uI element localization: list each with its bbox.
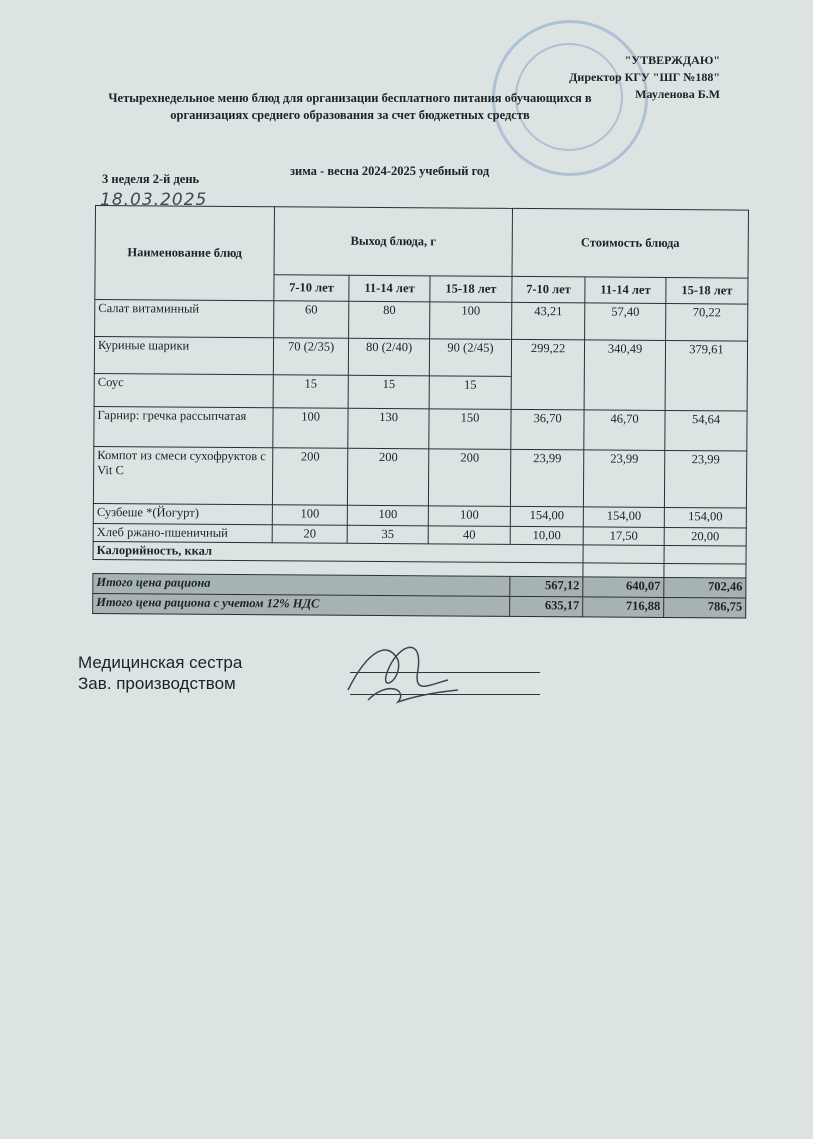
yield-cell: 15 bbox=[429, 376, 511, 410]
yield-cell: 200 bbox=[428, 449, 510, 507]
cost-cell: 46,70 bbox=[584, 410, 665, 451]
nurse-label: Медицинская сестра bbox=[78, 653, 243, 672]
age-header: 7-10 лет bbox=[274, 275, 349, 302]
yield-cell: 200 bbox=[272, 448, 348, 506]
yield-cell: 70 (2/35) bbox=[273, 338, 348, 376]
approval-position: Директор КГУ "ШГ №188" bbox=[569, 70, 720, 84]
dish-name: Компот из смеси сухофруктов с Vit C bbox=[93, 446, 272, 504]
total-cell: 567,12 bbox=[510, 576, 583, 597]
yield-cell: 100 bbox=[430, 302, 512, 340]
age-header: 15-18 лет bbox=[430, 276, 512, 303]
yield-cell: 100 bbox=[272, 505, 347, 526]
approval-name: Мауленова Б.М bbox=[635, 87, 720, 101]
signatures bbox=[78, 652, 242, 694]
cost-cell: 154,00 bbox=[664, 507, 746, 528]
dish-name: Соус bbox=[94, 373, 273, 407]
yield-cell: 90 (2/45) bbox=[429, 339, 511, 377]
handwritten-signature bbox=[328, 640, 468, 710]
cost-cell: 379,61 bbox=[665, 340, 747, 411]
cost-cell: 36,70 bbox=[511, 409, 584, 450]
yield-cell: 100 bbox=[347, 505, 428, 526]
table-row bbox=[94, 406, 747, 451]
cost-cell: 299,22 bbox=[511, 339, 585, 410]
cost-cell: 54,64 bbox=[665, 410, 747, 451]
manager-label: Зав. производством bbox=[78, 674, 236, 693]
cost-cell: 10,00 bbox=[510, 526, 583, 545]
week-day: 3 неделя 2-й день bbox=[102, 172, 200, 186]
age-header: 11-14 лет bbox=[349, 275, 430, 302]
empty-cell bbox=[583, 545, 664, 564]
dish-name: Сузбеше *(Йогурт) bbox=[93, 503, 272, 524]
menu-table bbox=[92, 205, 749, 619]
empty-cell bbox=[583, 563, 664, 578]
total-vat-cell: 635,17 bbox=[510, 596, 583, 617]
yield-cell: 150 bbox=[429, 409, 511, 450]
empty-cell bbox=[664, 563, 746, 578]
total-vat-cell: 716,88 bbox=[583, 597, 664, 618]
cost-cell: 154,00 bbox=[510, 506, 583, 527]
header-yield: Выход блюда, г bbox=[274, 207, 512, 277]
approval-title: "УТВЕРЖДАЮ" bbox=[624, 53, 720, 67]
total-label: Итого цена рациона bbox=[93, 573, 510, 596]
age-header: 15-18 лет bbox=[666, 277, 748, 304]
dish-name: Салат витаминный bbox=[95, 300, 274, 338]
table-row bbox=[94, 337, 747, 379]
cost-cell: 340,49 bbox=[584, 340, 665, 411]
yield-cell: 40 bbox=[428, 526, 510, 545]
yield-cell: 35 bbox=[347, 525, 428, 544]
cost-cell: 70,22 bbox=[666, 303, 748, 341]
empty-cell bbox=[664, 545, 746, 564]
handwritten-date: 18.03.2025 bbox=[100, 190, 208, 210]
cost-cell: 154,00 bbox=[583, 507, 664, 528]
cost-cell: 23,99 bbox=[583, 450, 664, 508]
total-vat-row bbox=[93, 593, 746, 618]
yield-cell: 15 bbox=[348, 375, 429, 409]
header-cost: Стоимость блюда bbox=[512, 208, 748, 278]
table-row bbox=[95, 300, 748, 342]
cost-cell: 43,21 bbox=[512, 302, 585, 340]
cost-cell: 57,40 bbox=[585, 303, 666, 341]
calories-label: Калорийность, ккал bbox=[93, 541, 583, 562]
yield-cell: 20 bbox=[272, 525, 347, 544]
cost-cell: 23,99 bbox=[510, 449, 583, 507]
document-title: Четырехнедельное меню блюд для организации бесплатного питания обучающихся в организациях среднего образования за счет бюджетных средств bbox=[108, 91, 592, 122]
yield-cell: 200 bbox=[348, 448, 429, 506]
age-header: 7-10 лет bbox=[512, 276, 585, 303]
cost-cell: 23,99 bbox=[664, 450, 746, 508]
total-cell: 702,46 bbox=[664, 577, 746, 598]
yield-cell: 60 bbox=[274, 301, 349, 339]
header-name: Наименование блюд bbox=[95, 206, 275, 301]
yield-cell: 130 bbox=[348, 408, 429, 449]
table-row bbox=[93, 446, 746, 508]
period: зима - весна 2024-2025 учебный год bbox=[290, 164, 490, 178]
dish-name: Хлеб ржано-пшеничный bbox=[93, 523, 272, 542]
age-header: 11-14 лет bbox=[585, 277, 666, 304]
yield-cell: 15 bbox=[273, 375, 348, 409]
yield-cell: 100 bbox=[273, 408, 348, 449]
dish-name: Гарнир: гречка рассыпчатая bbox=[94, 406, 273, 447]
total-vat-label: Итого цена рациона с учетом 12% НДС bbox=[93, 593, 510, 616]
dish-name: Куриные шарики bbox=[94, 337, 273, 375]
total-cell: 640,07 bbox=[583, 577, 664, 598]
yield-cell: 80 bbox=[349, 301, 430, 339]
yield-cell: 100 bbox=[428, 506, 510, 527]
yield-cell: 80 (2/40) bbox=[348, 338, 429, 376]
cost-cell: 17,50 bbox=[583, 527, 664, 546]
cost-cell: 20,00 bbox=[664, 527, 746, 546]
total-vat-cell: 786,75 bbox=[664, 597, 746, 618]
